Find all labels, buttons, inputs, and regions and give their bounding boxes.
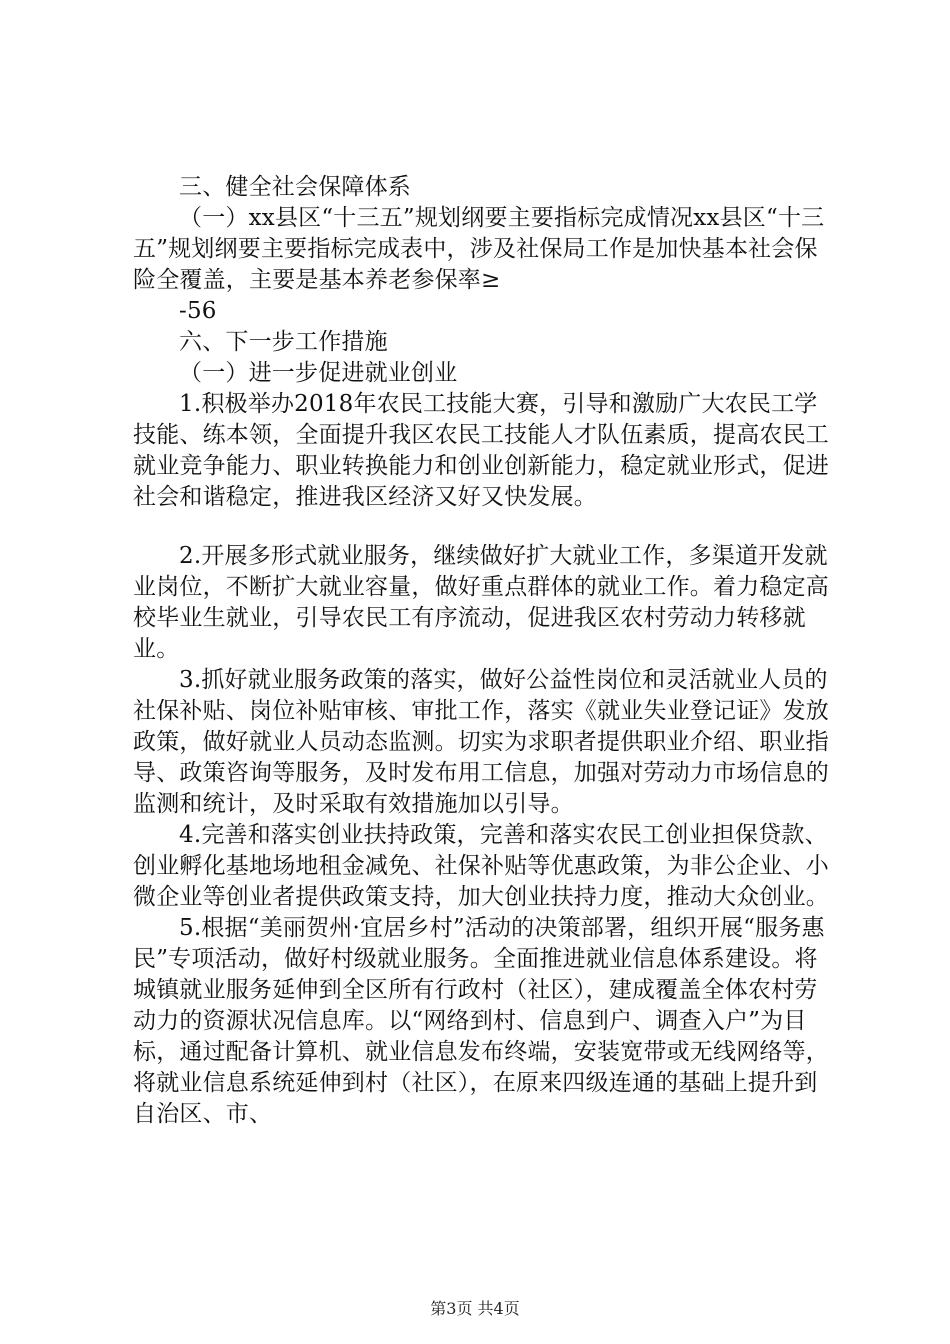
paragraph-fragment: -56	[179, 298, 217, 324]
paragraph-indicator-completion: （一）xx县区“十三五”规划纲要主要指标完成情况xx县区“十三五”规划纲要主要指标完成表中，涉及社保局工作是加快基本社会保险全覆盖，主要是基本养老参保率≥	[133, 205, 825, 293]
paragraph-item-5: 5.根据“美丽贺州·宜居乡村”活动的决策部署，组织开展“服务惠民”专项活动，做好村级就业服务。全面推进就业信息体系建设。将城镇就业服务延伸到全区所有行政村（社区），建成覆盖全体农村劳动力的资源状况信息库。以“网络到村、信息到户、调查入户”为目标，通过配备计算机、就业信息发布终端，安装宽带或无线网络等，将就业信息系统延伸到村（社区），在原来四级连通的基础上提升到自治区、市、	[133, 915, 829, 1127]
section-heading-next-steps: 六、下一步工作措施	[179, 329, 388, 355]
paragraph-item-1: 1.积极举办2018年农民工技能大赛，引导和激励广大农民工学技能、练本领，全面提升我区农民工技能人才队伍素质，提高农民工就业竞争能力、职业转换能力和创业创新能力，稳定就业形式，促进社会和谐稳定，推进我区经济又好又快发展。	[133, 391, 829, 510]
paragraph-item-3: 3.抓好就业服务政策的落实，做好公益性岗位和灵活就业人员的社保补贴、岗位补贴审核、审批工作，落实《就业失业登记证》发放政策，做好就业人员动态监测。切实为求职者提供职业介绍、职业指导、政策咨询等服务，及时发布用工信息，加强对劳动力市场信息的监测和统计，及时采取有效措施加以引导。	[133, 667, 829, 817]
document-body	[133, 172, 833, 1130]
paragraph-item-4: 4.完善和落实创业扶持政策，完善和落实农民工创业担保贷款、创业孵化基地场地租金减免、社保补贴等优惠政策，为非公企业、小微企业等创业者提供政策支持，加大创业扶持力度，推动大众创业。	[133, 822, 829, 910]
subsection-heading-employment: （一）进一步促进就业创业	[179, 360, 458, 386]
page-footer: 第3页 共4页	[430, 1299, 520, 1318]
section-heading-social-security: 三、健全社会保障体系	[179, 174, 411, 200]
paragraph-item-2: 2.开展多形式就业服务，继续做好扩大就业工作，多渠道开发就业岗位，不断扩大就业容量，做好重点群体的就业工作。着力稳定高校毕业生就业，引导农民工有序流动，促进我区农村劳动力转移就业。	[133, 543, 829, 662]
